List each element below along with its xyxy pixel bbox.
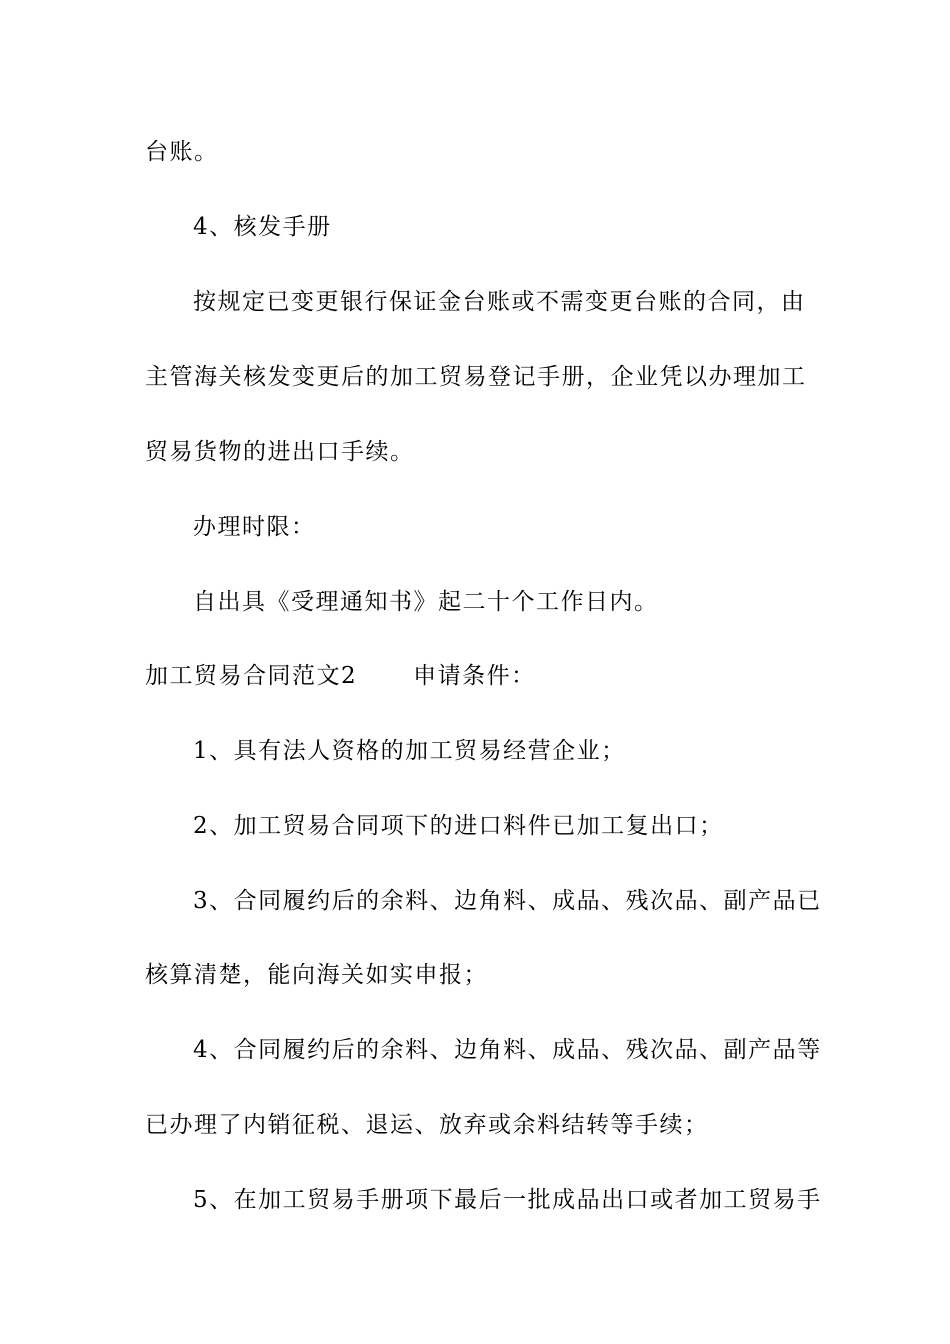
- text-line-2: 4、核发手册: [193, 214, 332, 240]
- text-line-11: 3、合同履约后的余料、边角料、成品、残次品、副产品已: [193, 888, 822, 914]
- section-subheading: 申请条件：: [413, 663, 536, 689]
- text-line-1: 台账。: [145, 139, 219, 165]
- section-heading: 加工贸易合同范文2: [145, 663, 358, 689]
- text-line-5: 贸易货物的进出口手续。: [145, 439, 415, 465]
- text-line-7: 自出具《受理通知书》起二十个工作日内。: [193, 589, 659, 615]
- text-line-15: 5、在加工贸易手册项下最后一批成品出口或者加工贸易手: [193, 1187, 822, 1213]
- text-line-10: 2、加工贸易合同项下的进口料件已加工复出口；: [193, 813, 724, 839]
- text-line-9: 1、具有法人资格的加工贸易经营企业；: [193, 738, 626, 764]
- text-line-12: 核算清楚，能向海关如实申报；: [145, 962, 488, 988]
- text-line-3: 按规定已变更银行保证金台账或不需变更台账的合同，由: [193, 289, 806, 315]
- text-line-4: 主管海关核发变更后的加工贸易登记手册，企业凭以办理加工: [145, 364, 807, 390]
- text-line-14: 已办理了内销征税、退运、放弃或余料结转等手续；: [145, 1112, 709, 1138]
- section-heading-row: [145, 661, 536, 691]
- text-line-13: 4、合同履约后的余料、边角料、成品、残次品、副产品等: [193, 1037, 822, 1063]
- text-line-6: 办理时限：: [193, 514, 316, 540]
